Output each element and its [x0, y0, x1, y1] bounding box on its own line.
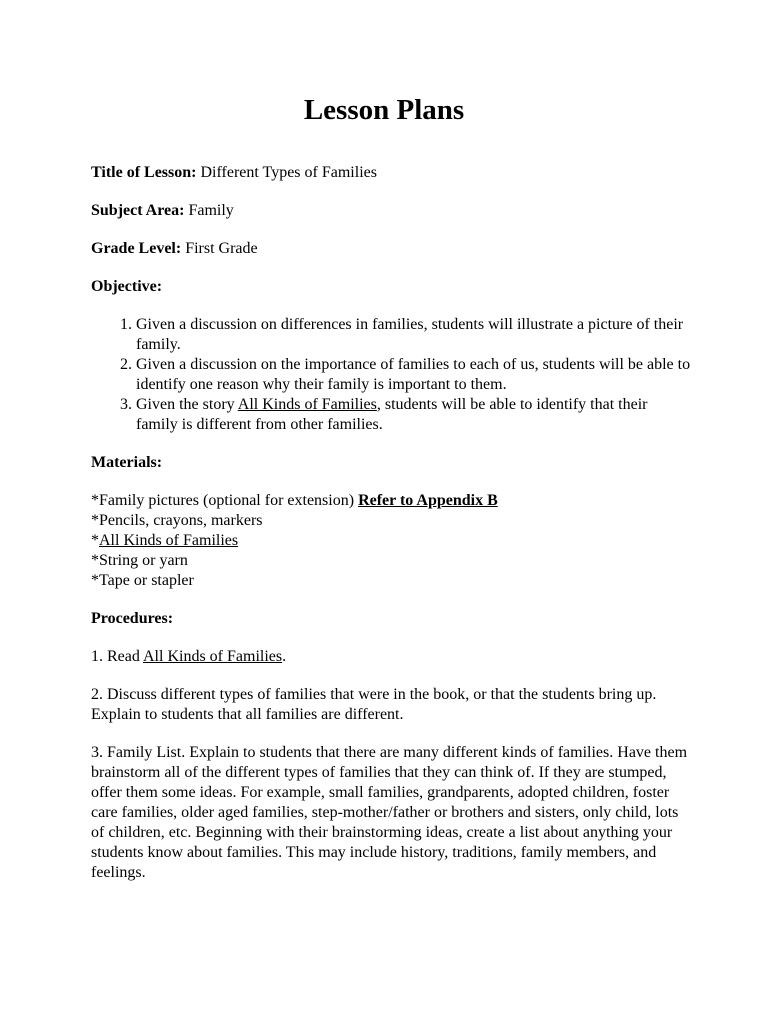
- book-title: All Kinds of Families: [99, 532, 239, 549]
- procedures-heading: Procedures:: [91, 610, 174, 627]
- field-label: Subject Area:: [91, 202, 185, 219]
- procedure-step-3: 3. Family List. Explain to students that there are many different kinds of families. Have them brainstorm all of the different types of families that they can think of. If they are stumped, offer them some ideas. For example, small families, grandparents, adopted children, foster care families, older aged families, step-mother/father or brothers and sisters, only child, lots of children, etc. Beginning with their brainstorming ideas, create a list about anything your students know about families. This may include history, traditions, family members, and feelings.: [91, 744, 688, 881]
- field-value: Different Types of Families: [200, 164, 377, 181]
- field-grade-level: [91, 239, 691, 259]
- list-item: [91, 531, 691, 551]
- item-text: , students will be able to identify that their family is different from other families.: [136, 396, 648, 433]
- materials-list: [91, 491, 691, 591]
- step-text: .: [282, 648, 287, 665]
- procedure-step-2: 2. Discuss different types of families that were in the book, or that the students bring up. Explain to students that all families are different.: [91, 686, 657, 723]
- list-item: *Pencils, crayons, markers: [91, 512, 263, 529]
- list-item: *Tape or stapler: [91, 572, 194, 589]
- list-item: [91, 491, 691, 511]
- list-item: 2. Given a discussion on the importance of families to each of us, students will be able to identify one reason why their family is important to them.: [136, 355, 691, 395]
- procedure-step-1: [91, 647, 691, 667]
- item-text: *Family pictures (optional for extension): [91, 492, 359, 509]
- book-title: All Kinds of Families: [143, 648, 283, 665]
- appendix-link[interactable]: Refer to Appendix B: [358, 492, 498, 509]
- field-title-of-lesson: [91, 163, 691, 183]
- field-value: Family: [188, 202, 234, 219]
- item-text: Given the story: [136, 396, 238, 413]
- field-label: Grade Level:: [91, 240, 182, 257]
- book-title: All Kinds of Families: [237, 396, 377, 413]
- list-item: 1. Given a discussion on differences in families, students will illustrate a picture of their family.: [136, 315, 691, 355]
- page-title: Lesson Plans: [303, 94, 465, 126]
- field-label: Title of Lesson:: [91, 164, 197, 181]
- document-body: [91, 163, 691, 901]
- objective-heading: Objective:: [91, 278, 163, 295]
- list-item: *String or yarn: [91, 552, 188, 569]
- item-text: *: [91, 532, 99, 549]
- field-value: First Grade: [185, 240, 258, 257]
- objective-list: [91, 315, 691, 435]
- materials-heading: Materials:: [91, 454, 163, 471]
- field-subject-area: [91, 201, 691, 221]
- list-item: [136, 395, 691, 435]
- step-text: 1. Read: [91, 648, 143, 665]
